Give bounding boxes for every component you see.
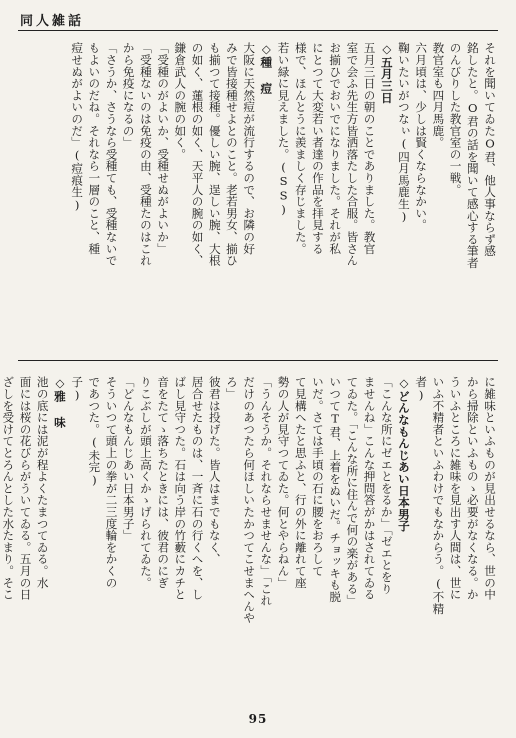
text-column: いだ。さては手頃の石に腰をおろして — [310, 376, 325, 577]
lower-text-block — [1, 376, 498, 676]
text-column: 様で、ほんとうに羨ましく存じました。 — [293, 42, 308, 255]
text-column: 鎌倉武人の腕の如く。 — [173, 42, 188, 160]
text-column: 大阪に天然痘が流行するので、お隣の好 — [242, 42, 257, 255]
header-rule — [18, 30, 498, 31]
section-heading: ◇雅 味 — [52, 376, 67, 428]
page-header: 同人雑話 — [20, 14, 85, 29]
text-column: 教官室も四月馬鹿。 — [431, 42, 446, 149]
text-column: ませんね」こんな押問答がかはされてゐる — [362, 376, 377, 601]
text-column: 五月三日の朝のことでありました。教官 — [362, 42, 377, 255]
text-column: ろ」 — [224, 376, 239, 400]
text-column: 銘したと。O君の話を聞いて感心する筆者 — [465, 42, 480, 269]
section-heading: ◇五月三日 — [379, 42, 394, 104]
text-column: て見構へたと思ふと、行の外に離れて座 — [293, 376, 308, 589]
text-column: 鞠いたいがつなぃ(四月馬鹿生) — [396, 42, 411, 224]
text-column: 「こんな所にゼエとをるか」「ゼエとをり — [379, 376, 394, 595]
section-heading: ◇種 痘 — [259, 42, 274, 94]
text-column: それを聞いてゐたO君、他人事ならず感 — [483, 42, 497, 257]
text-column: 「さうか、さうなら受種ても、受種ないで — [104, 42, 119, 267]
text-column: ういふところに雑味を見出す人間は、世に — [448, 376, 463, 601]
text-column: いつてT君、上着をぬいだ。チョッキも脱 — [328, 376, 343, 603]
text-column: であつた。(未完) — [87, 376, 102, 487]
upper-text-block — [18, 42, 498, 330]
text-column: に雑味といふものが見出せるなら、世の中 — [483, 376, 497, 601]
text-column: みで皆接種せよとのこと。老若男女、揃ひ — [224, 42, 239, 267]
text-column: だけのあつたら何ほしいたかつてこせまへんや — [242, 376, 257, 624]
text-column: のんびりした教官室の一戦。 — [448, 42, 463, 196]
text-column: お揃ひでおいでになりました。それが私 — [328, 42, 343, 255]
section-divider — [18, 360, 498, 361]
text-column: りこぶしが頭上高くかゝげられてゐた。 — [138, 376, 153, 589]
text-column: 子) — [70, 376, 85, 402]
text-column: 面には桜の花びらがういてゐる。五月の日 — [18, 376, 33, 601]
text-column: 居合せたものは、一斉に石の行くへを、し — [190, 376, 205, 601]
text-column: ざしを受けてとろんとした水たまり。そこ — [1, 376, 16, 601]
text-column: 勢の人が見守つてゐた。何とやらねん」 — [276, 376, 291, 589]
text-column: もよいのだね。それなら一層のこと、種 — [87, 42, 102, 255]
text-column: 池の底には泥が程よくたまつてゐる。水 — [35, 376, 50, 589]
text-column: から掃除といふものゝ必要がなくなる。か — [465, 376, 480, 601]
text-column: 若い緑に見えました。(SS) — [276, 42, 291, 217]
text-column: ばし見守つた。石は向う岸の竹藪にカチと — [173, 376, 188, 601]
page-number: 95 — [248, 712, 268, 726]
text-column: 室で会ふ先生方皆洒落たした合服。皆さん — [345, 42, 360, 267]
text-column: の如く、蓮根の如く、天平人の腕の如く、 — [190, 42, 205, 267]
text-column: にとつて大変若い者達の作品を拝見する — [310, 42, 325, 255]
text-column: 彼君は投げた。皆人はまでもなく、 — [207, 376, 222, 565]
text-column: 「受種ないのは免疫の由、受種たのはこれ — [138, 42, 153, 267]
text-column: 痘せぬがよいのだ」(痘痕生) — [70, 42, 85, 212]
text-column: 「受種のがよいか、受種せぬがよいか」 — [156, 42, 171, 255]
text-column: そういつて頭上の拳が二三度輪をかくの — [104, 376, 119, 589]
text-column: 六月頃は、少しは賢くならなかい。 — [414, 42, 429, 231]
section-heading: ◇どんなもんじあい日本男子 — [396, 376, 411, 532]
text-column: 「どんなもんじあい日本男子」 — [121, 376, 136, 542]
text-column: 「うんそうか。それならせませんな」「これ — [259, 376, 274, 607]
text-column: も揃つて接種。優しい腕、逞しい腕、大根 — [207, 42, 222, 267]
text-column: てゐた。「こんな所に住んで何の楽がある」 — [345, 376, 360, 607]
text-column: いふ不精者といふわけでもなからう。(不精 — [431, 376, 446, 615]
text-column: 音をたてゝ落ちたときには、彼君のにぎ — [156, 376, 171, 589]
text-column: 者) — [414, 376, 429, 402]
text-column: から免疫になるの」 — [121, 42, 136, 149]
